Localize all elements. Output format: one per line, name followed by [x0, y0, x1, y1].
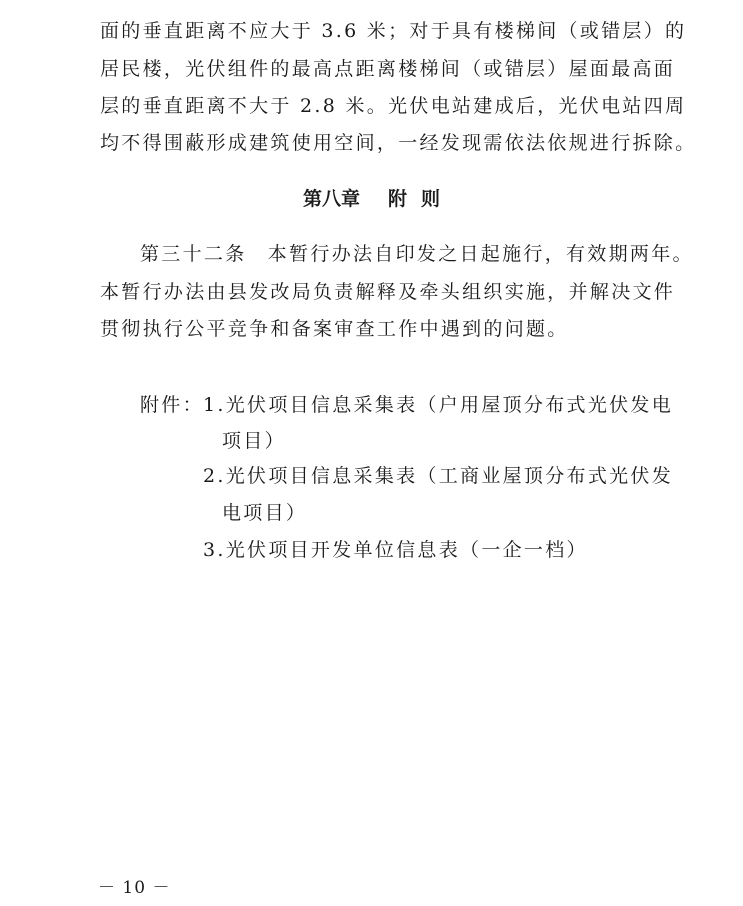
paragraph-line: 层的垂直距离不大于 2.8 米。光伏电站建成后，光伏电站四周 — [100, 95, 687, 117]
chapter-heading-title-1: 附 — [387, 188, 407, 210]
chapter-heading — [0, 190, 743, 209]
attachment-item-continuation: 项目） — [222, 430, 286, 452]
attachment-item-continuation: 电项目） — [222, 502, 308, 524]
paragraph-line: 均不得围蔽形成建筑使用空间，一经发现需依法依规进行拆除。 — [100, 132, 697, 154]
attachment-item: 2.光伏项目信息采集表（工商业屋顶分布式光伏发 — [203, 465, 674, 487]
attachments-label: 附件： — [140, 394, 204, 416]
paragraph-line: 面的垂直距离不应大于 3.6 米；对于具有楼梯间（或错层）的 — [100, 20, 687, 42]
attachment-item: 3.光伏项目开发单位信息表（一企一档） — [203, 539, 588, 561]
page-number: － 10 － — [98, 878, 171, 898]
chapter-heading-title-2: 则 — [421, 188, 441, 210]
attachment-item: 1.光伏项目信息采集表（户用屋顶分布式光伏发电 — [203, 394, 674, 416]
paragraph-line: 居民楼，光伏组件的最高点距离楼梯间（或错层）屋面最高面 — [100, 58, 676, 80]
article-line: 本暂行办法由县发改局负责解释及牵头组织实施，并解决文件 — [100, 281, 676, 303]
article-line: 贯彻执行公平竞争和备案审查工作中遇到的问题。 — [100, 318, 569, 340]
article-line: 第三十二条 本暂行办法自印发之日起施行，有效期两年。 — [140, 243, 694, 265]
chapter-heading-number: 第八章 — [302, 188, 360, 210]
